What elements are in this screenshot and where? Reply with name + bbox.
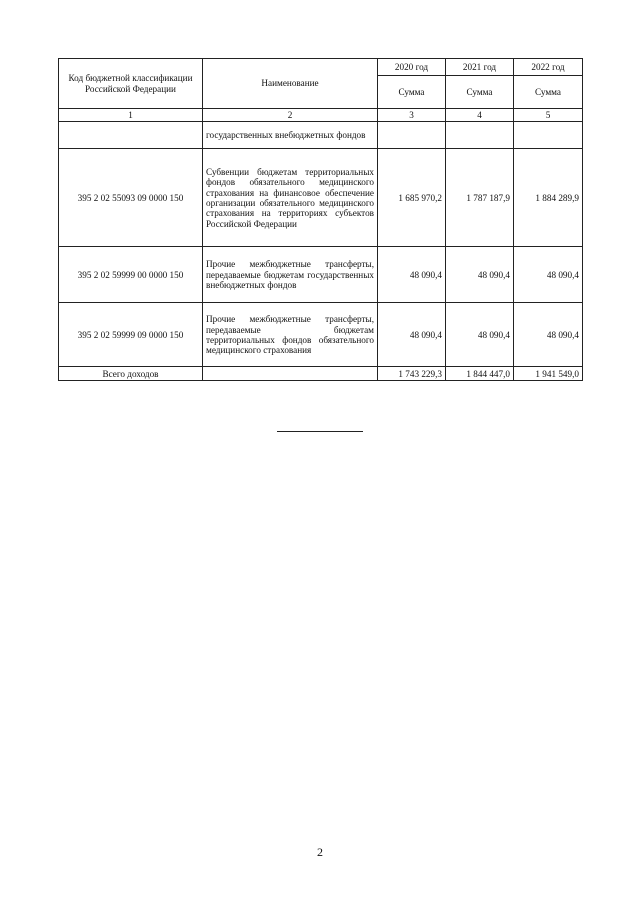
row-value-2021: 48 090,4 [446,247,514,303]
row-value-2022 [514,122,583,149]
row-value-2022: 48 090,4 [514,303,583,367]
header-sum-2021: Сумма [446,76,514,109]
header-sum-2020: Сумма [378,76,446,109]
row-name: Субвенции бюджетам территориальных фондов обязательного медицинского страхования на финансовое обеспечение организации обязательного медицинского страхования на территориях субъектов Российской Федерации [203,149,378,247]
total-value-2021: 1 844 447,0 [446,367,514,381]
header-sum-2022: Сумма [514,76,583,109]
col-number-2: 2 [203,109,378,122]
header-code: Код бюджетной классификации Российской Федерации [59,59,203,109]
header-year-2021: 2021 год [446,59,514,76]
page-number: 2 [317,845,323,859]
end-rule-divider [277,431,363,432]
row-value-2020: 48 090,4 [378,247,446,303]
col-number-3: 3 [378,109,446,122]
row-value-2022: 1 884 289,9 [514,149,583,247]
col-number-5: 5 [514,109,583,122]
header-row-years [59,59,583,76]
header-year-2022: 2022 год [514,59,583,76]
row-value-2021: 1 787 187,9 [446,149,514,247]
row-code: 395 2 02 59999 09 0000 150 [59,303,203,367]
row-value-2021 [446,122,514,149]
row-code: 395 2 02 55093 09 0000 150 [59,149,203,247]
row-name: государственных внебюджетных фондов [203,122,378,149]
row-value-2020 [378,122,446,149]
header-name: Наименование [203,59,378,109]
row-name: Прочие межбюджетные трансферты, передаваемые бюджетам территориальных фондов обязательного медицинского страхования [203,303,378,367]
row-value-2022: 48 090,4 [514,247,583,303]
row-code: 395 2 02 59999 00 0000 150 [59,247,203,303]
total-row [59,367,583,381]
col-number-4: 4 [446,109,514,122]
table-row [59,247,583,303]
total-value-2022: 1 941 549,0 [514,367,583,381]
row-name: Прочие межбюджетные трансферты, передаваемые бюджетам государственных внебюджетных фондов [203,247,378,303]
column-number-row [59,109,583,122]
total-value-2020: 1 743 229,3 [378,367,446,381]
budget-table [58,58,583,381]
total-name [203,367,378,381]
row-code [59,122,203,149]
header-year-2020: 2020 год [378,59,446,76]
total-label: Всего доходов [59,367,203,381]
table-row [59,149,583,247]
row-value-2020: 48 090,4 [378,303,446,367]
table-row [59,303,583,367]
row-value-2020: 1 685 970,2 [378,149,446,247]
col-number-1: 1 [59,109,203,122]
table-row [59,122,583,149]
row-value-2021: 48 090,4 [446,303,514,367]
